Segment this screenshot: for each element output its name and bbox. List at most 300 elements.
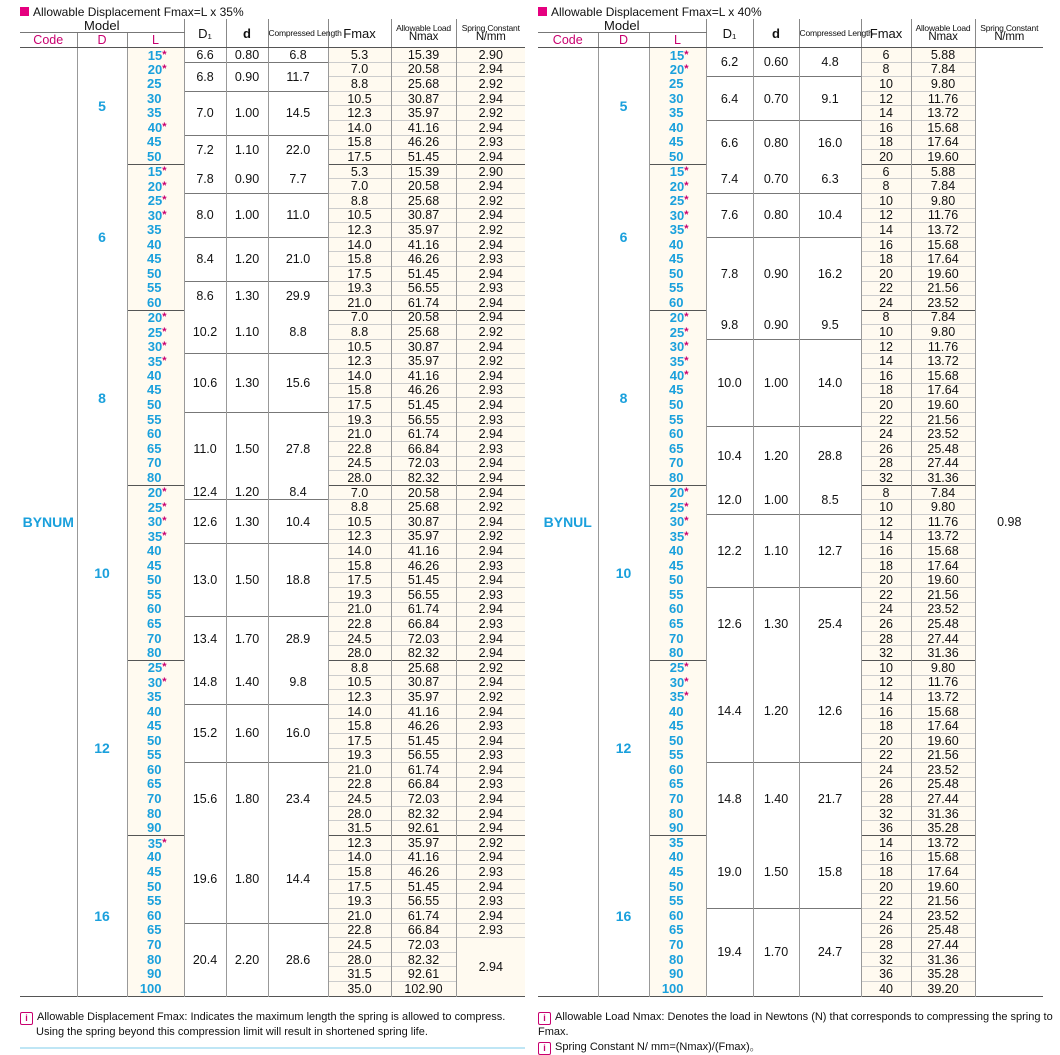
model-header: Model [538, 19, 706, 33]
length-value: 30 [147, 674, 163, 690]
fmax-cell: 28.0 [328, 471, 391, 486]
stock-star-icon: * [162, 165, 167, 178]
length-cell [127, 646, 184, 661]
spring-constant-cell: 0.98 [975, 48, 1043, 997]
spring-constant-header [456, 19, 525, 48]
nmax-cell: 21.56 [911, 412, 975, 427]
length-cell [127, 383, 184, 398]
nmax-cell: 61.74 [391, 602, 456, 617]
nmax-cell: 17.64 [911, 719, 975, 734]
stock-star-icon: * [684, 515, 689, 528]
length-cell [649, 952, 706, 967]
nmax-cell: 13.72 [911, 223, 975, 238]
wire-diameter-cell: 1.10 [753, 515, 799, 588]
compressed-length-cell: 23.4 [268, 763, 328, 836]
length-cell [649, 544, 706, 559]
wire-diameter-cell: 1.70 [226, 617, 268, 661]
unit-label: N/mm [475, 31, 506, 43]
nmax-cell: 35.97 [391, 106, 456, 121]
length-cell [127, 456, 184, 471]
length-cell [649, 558, 706, 573]
length-cell [649, 164, 706, 179]
nmax-cell: 82.32 [391, 471, 456, 486]
fmax-cell: 18 [861, 865, 911, 880]
fmax-cell: 21.0 [328, 602, 391, 617]
compressed-length-cell: 8.5 [799, 485, 861, 514]
diameter-cell: 16 [77, 836, 127, 997]
length-value: 55 [147, 280, 162, 296]
length-value: 50 [147, 265, 162, 281]
nmax-cell: 30.87 [391, 675, 456, 690]
fmax-cell: 26 [861, 777, 911, 792]
nmax-cell: 25.68 [391, 77, 456, 92]
nmax-cell: 25.68 [391, 325, 456, 340]
length-value: 30 [669, 674, 685, 690]
length-cell [127, 544, 184, 559]
fmax-cell: 10 [861, 193, 911, 208]
length-value: 55 [147, 747, 162, 763]
fmax-cell: 17.5 [328, 573, 391, 588]
fmax-cell: 12.3 [328, 690, 391, 705]
nmax-cell: 46.26 [391, 252, 456, 267]
outer-diameter-cell: 12.2 [706, 515, 753, 588]
wire-diameter-cell: 0.80 [753, 193, 799, 237]
compressed-length-cell: 10.4 [268, 500, 328, 544]
length-cell [649, 150, 706, 165]
fmax-cell: 20 [861, 398, 911, 413]
fmax-cell: 14.0 [328, 544, 391, 559]
length-cell [649, 675, 706, 690]
stock-star-icon: * [684, 223, 689, 236]
length-cell [649, 325, 706, 340]
length-cell [649, 120, 706, 135]
length-cell [649, 748, 706, 763]
length-value: 20 [147, 178, 163, 194]
compressed-length-cell: 25.4 [799, 587, 861, 660]
spring-constant-cell: 2.92 [456, 836, 525, 851]
nmax-cell: 31.36 [911, 646, 975, 661]
length-cell [127, 179, 184, 194]
fmax-cell: 16 [861, 704, 911, 719]
wire-diameter-cell: 1.10 [226, 135, 268, 164]
nmax-cell: 61.74 [391, 909, 456, 924]
length-value: 65 [147, 922, 162, 938]
nmax-cell: 56.55 [391, 281, 456, 296]
nmax-cell: 7.84 [911, 310, 975, 325]
nmax-cell: 27.44 [911, 792, 975, 807]
length-value: 15 [147, 164, 163, 180]
wire-diameter-cell: 0.90 [226, 164, 268, 193]
wire-diameter-cell: 1.20 [226, 485, 268, 500]
outer-diameter-cell: 7.4 [706, 164, 753, 193]
length-value: 45 [147, 718, 162, 734]
length-cell [127, 894, 184, 909]
nmax-cell: 25.68 [391, 660, 456, 675]
l-header: L [127, 33, 184, 48]
length-value: 15 [669, 164, 685, 180]
fmax-cell: 14.0 [328, 704, 391, 719]
table-row [538, 660, 1043, 675]
length-cell [127, 500, 184, 515]
fmax-cell: 21.0 [328, 427, 391, 442]
nmax-cell: 56.55 [391, 412, 456, 427]
length-value: 35 [669, 528, 685, 544]
stock-star-icon: * [162, 529, 167, 542]
wire-diameter-cell: 1.50 [226, 544, 268, 617]
unit-label: N/mm [994, 31, 1025, 43]
nmax-cell: 25.48 [911, 442, 975, 457]
code-header: Code [538, 33, 598, 48]
fmax-cell: 28.0 [328, 806, 391, 821]
outer-diameter-cell: 6.2 [706, 48, 753, 77]
table-row [20, 310, 525, 325]
compressed-length-cell: 18.8 [268, 544, 328, 617]
fmax-cell: 14 [861, 836, 911, 851]
wire-diameter-cell: 0.70 [753, 164, 799, 193]
wire-diameter-cell: 1.40 [753, 763, 799, 836]
stock-star-icon: * [684, 369, 689, 382]
fmax-cell: 32 [861, 952, 911, 967]
stock-star-icon: * [162, 179, 167, 192]
nmax-cell: 31.36 [911, 806, 975, 821]
nmax-cell: 7.84 [911, 62, 975, 77]
length-cell [649, 617, 706, 632]
length-value: 55 [669, 747, 684, 763]
fmax-cell: 24 [861, 602, 911, 617]
length-cell [127, 573, 184, 588]
nmax-cell: 27.44 [911, 456, 975, 471]
length-value: 50 [669, 732, 684, 748]
length-value: 50 [147, 732, 162, 748]
fmax-cell: 20 [861, 150, 911, 165]
fmax-cell: 26 [861, 617, 911, 632]
length-value: 90 [147, 966, 162, 982]
length-value: 25 [669, 660, 685, 676]
length-value: 60 [147, 761, 162, 777]
length-cell [649, 485, 706, 500]
wire-d-header: d [753, 19, 799, 48]
spring-constant-label: Spring Constant [980, 23, 1039, 33]
fmax-cell: 32 [861, 471, 911, 486]
outer-diameter-cell: 20.4 [184, 923, 226, 996]
length-value: 80 [669, 805, 684, 821]
spring-constant-cell: 2.94 [456, 398, 525, 413]
length-value: 35 [147, 688, 162, 704]
length-value: 25 [147, 193, 163, 209]
nmax-cell: 5.88 [911, 164, 975, 179]
stock-star-icon: * [162, 48, 167, 61]
length-value: 100 [139, 980, 162, 996]
length-value: 40 [669, 703, 684, 719]
length-cell [127, 237, 184, 252]
right-spec-table [538, 19, 1043, 997]
fmax-cell: 22 [861, 587, 911, 602]
compressed-length-header: Compressed Length [799, 19, 861, 48]
wire-diameter-cell: 1.60 [226, 704, 268, 762]
length-cell [127, 631, 184, 646]
length-cell [127, 471, 184, 486]
wire-diameter-cell: 1.40 [226, 660, 268, 704]
nmax-cell: 72.03 [391, 631, 456, 646]
compressed-length-cell: 15.8 [799, 836, 861, 909]
nmax-cell: 20.58 [391, 310, 456, 325]
compressed-length-cell: 16.0 [799, 120, 861, 164]
outer-diameter-cell: 6.6 [706, 120, 753, 164]
table-row [538, 310, 1043, 325]
nmax-cell: 30.87 [391, 515, 456, 530]
fmax-cell: 20 [861, 266, 911, 281]
length-cell [649, 427, 706, 442]
length-cell [649, 208, 706, 223]
outer-diameter-cell: 9.8 [706, 310, 753, 339]
fmax-cell: 10.5 [328, 339, 391, 354]
length-cell [127, 879, 184, 894]
right-panel-title: Allowable Displacement Fmax=L x 40% [551, 4, 762, 19]
nmax-cell: 30.87 [391, 208, 456, 223]
fmax-cell: 28 [861, 792, 911, 807]
nmax-cell: 66.84 [391, 777, 456, 792]
stock-star-icon: * [162, 62, 167, 75]
nmax-cell: 25.68 [391, 500, 456, 515]
nmax-label: Nmax [408, 31, 439, 43]
fmax-cell: 7.0 [328, 485, 391, 500]
length-cell [127, 806, 184, 821]
spring-constant-cell: 2.92 [456, 354, 525, 369]
outer-diameter-cell: 19.4 [706, 909, 753, 997]
length-cell [127, 982, 184, 997]
length-value: 35 [669, 353, 685, 369]
fmax-cell: 32 [861, 806, 911, 821]
spring-constant-cell: 2.94 [456, 310, 525, 325]
nmax-cell: 66.84 [391, 617, 456, 632]
wire-diameter-cell: 0.70 [753, 77, 799, 121]
fmax-cell: 24 [861, 427, 911, 442]
left-table-body [20, 48, 525, 997]
length-cell [127, 339, 184, 354]
diameter-cell: 6 [598, 164, 649, 310]
spring-constant-cell: 2.93 [456, 923, 525, 938]
outer-diameter-cell: 14.8 [706, 763, 753, 836]
length-cell [127, 558, 184, 573]
nmax-cell: 17.64 [911, 252, 975, 267]
table-row [20, 660, 525, 675]
table-row [538, 485, 1043, 500]
length-value: 40 [147, 367, 162, 383]
length-value: 50 [669, 148, 684, 164]
length-cell [649, 500, 706, 515]
nmax-cell: 41.16 [391, 369, 456, 384]
fmax-cell: 22 [861, 412, 911, 427]
compressed-length-cell: 16.2 [799, 237, 861, 310]
length-value: 60 [669, 294, 684, 310]
outer-diameter-cell: 10.2 [184, 310, 226, 354]
length-value: 25 [669, 193, 685, 209]
nmax-cell: 46.26 [391, 135, 456, 150]
stock-star-icon: * [684, 194, 689, 207]
fmax-cell: 7.0 [328, 179, 391, 194]
nmax-cell: 21.56 [911, 748, 975, 763]
compressed-length-cell: 11.0 [268, 193, 328, 237]
wire-diameter-cell: 1.50 [226, 412, 268, 485]
length-cell [127, 193, 184, 208]
length-cell [649, 339, 706, 354]
nmax-cell: 13.72 [911, 354, 975, 369]
length-cell [649, 106, 706, 121]
fmax-cell: 22.8 [328, 442, 391, 457]
compressed-length-cell: 22.0 [268, 135, 328, 164]
length-value: 65 [147, 776, 162, 792]
fmax-cell: 21.0 [328, 909, 391, 924]
diameter-cell: 12 [598, 660, 649, 835]
fmax-cell: 6 [861, 164, 911, 179]
outer-diameter-cell: 8.4 [184, 237, 226, 281]
spring-constant-cell: 2.94 [456, 675, 525, 690]
spring-constant-cell: 2.94 [456, 237, 525, 252]
nmax-cell: 19.60 [911, 266, 975, 281]
compressed-length-cell: 6.8 [268, 48, 328, 63]
compressed-length-cell: 21.0 [268, 237, 328, 281]
length-value: 20 [669, 61, 685, 77]
length-value: 50 [669, 397, 684, 413]
nmax-cell: 35.28 [911, 967, 975, 982]
length-cell [127, 602, 184, 617]
wire-diameter-cell: 0.90 [226, 62, 268, 91]
nmax-cell: 56.55 [391, 587, 456, 602]
pink-square-icon [20, 7, 29, 16]
nmax-cell: 92.61 [391, 821, 456, 836]
fmax-cell: 17.5 [328, 266, 391, 281]
compressed-length-cell: 28.8 [799, 427, 861, 485]
nmax-cell: 51.45 [391, 573, 456, 588]
length-value: 70 [147, 455, 162, 471]
nmax-cell: 51.45 [391, 266, 456, 281]
wire-diameter-cell: 1.30 [226, 500, 268, 544]
nmax-cell: 15.68 [911, 237, 975, 252]
spring-constant-cell: 2.93 [456, 587, 525, 602]
stock-star-icon: * [162, 515, 167, 528]
length-value: 25 [147, 75, 162, 91]
length-cell [127, 77, 184, 92]
stock-star-icon: * [162, 354, 167, 367]
nmax-cell: 17.64 [911, 135, 975, 150]
compressed-length-cell: 21.7 [799, 763, 861, 836]
length-value: 35 [147, 105, 162, 121]
length-cell [649, 310, 706, 325]
nmax-cell: 13.72 [911, 836, 975, 851]
outer-diameter-cell: 7.0 [184, 91, 226, 135]
compressed-length-cell: 28.6 [268, 923, 328, 996]
length-cell [127, 150, 184, 165]
length-cell [649, 442, 706, 457]
length-cell [127, 208, 184, 223]
fmax-cell: 17.5 [328, 733, 391, 748]
nmax-cell: 72.03 [391, 456, 456, 471]
stock-star-icon: * [162, 661, 167, 674]
outer-diameter-cell: 15.2 [184, 704, 226, 762]
length-cell [649, 281, 706, 296]
length-cell [649, 135, 706, 150]
nmax-cell: 11.76 [911, 339, 975, 354]
nmax-cell: 9.80 [911, 500, 975, 515]
length-cell [127, 296, 184, 311]
length-cell [649, 223, 706, 238]
length-value: 30 [669, 90, 684, 106]
fmax-cell: 16 [861, 237, 911, 252]
table-row [538, 836, 1043, 851]
outer-diameter-cell: 10.6 [184, 354, 226, 412]
length-value: 40 [147, 236, 162, 252]
nmax-cell: 46.26 [391, 558, 456, 573]
nmax-cell: 72.03 [391, 938, 456, 953]
left-panel-heading [20, 4, 525, 19]
d1-header: D₁ [184, 19, 226, 48]
fmax-cell: 22.8 [328, 617, 391, 632]
nmax-cell: 11.76 [911, 208, 975, 223]
nmax-cell: 9.80 [911, 77, 975, 92]
length-value: 40 [147, 120, 163, 136]
spring-constant-cell: 2.94 [456, 515, 525, 530]
length-cell [649, 821, 706, 836]
footer-rule [20, 1047, 525, 1049]
length-cell [649, 806, 706, 821]
diameter-cell: 12 [77, 660, 127, 835]
nmax-label: Nmax [928, 31, 958, 43]
wire-diameter-cell: 1.10 [226, 310, 268, 354]
length-value: 50 [669, 878, 684, 894]
compressed-length-cell: 9.5 [799, 310, 861, 339]
length-value: 60 [669, 601, 684, 617]
compressed-length-cell: 28.9 [268, 617, 328, 661]
nmax-cell: 92.61 [391, 967, 456, 982]
stock-star-icon: * [162, 675, 167, 688]
spring-constant-cell: 2.93 [456, 748, 525, 763]
fmax-cell: 8 [861, 485, 911, 500]
diameter-cell: 5 [77, 48, 127, 165]
nmax-cell: 19.60 [911, 150, 975, 165]
length-value: 30 [669, 514, 685, 530]
nmax-cell: 51.45 [391, 879, 456, 894]
spring-constant-cell: 2.94 [456, 646, 525, 661]
spring-constant-cell: 2.94 [456, 631, 525, 646]
fmax-cell: 18 [861, 252, 911, 267]
spring-constant-cell: 2.94 [456, 763, 525, 778]
fmax-cell: 8.8 [328, 325, 391, 340]
nmax-cell: 39.20 [911, 982, 975, 997]
length-value: 35 [669, 835, 684, 851]
fmax-cell: 10 [861, 325, 911, 340]
spring-constant-cell: 2.93 [456, 442, 525, 457]
length-value: 80 [147, 644, 162, 660]
nmax-cell: 46.26 [391, 719, 456, 734]
length-value: 70 [669, 630, 684, 646]
info-icon: i [20, 1012, 33, 1025]
length-cell [649, 252, 706, 267]
spring-constant-cell: 2.94 [456, 427, 525, 442]
length-value: 40 [147, 703, 162, 719]
nmax-cell: 30.87 [391, 339, 456, 354]
table-row [20, 48, 525, 63]
nmax-cell: 41.16 [391, 850, 456, 865]
outer-diameter-cell: 6.6 [184, 48, 226, 63]
spring-constant-cell: 2.93 [456, 719, 525, 734]
length-value: 70 [147, 937, 162, 953]
wire-diameter-cell: 1.00 [753, 485, 799, 514]
nmax-cell: 82.32 [391, 952, 456, 967]
length-cell [649, 77, 706, 92]
spring-constant-cell: 2.94 [456, 544, 525, 559]
nmax-cell: 56.55 [391, 748, 456, 763]
left-spec-panel [20, 4, 525, 997]
